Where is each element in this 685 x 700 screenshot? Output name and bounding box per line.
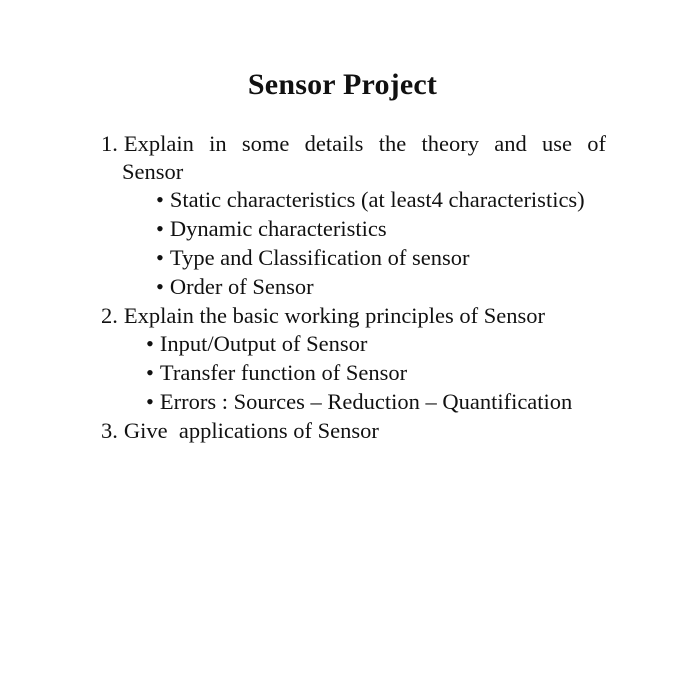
list-item-2-text: Explain the basic working principles of Sensor <box>123 303 546 328</box>
list-item-1-continuation: Sensor <box>122 159 184 184</box>
list-item-2-bullet-3 <box>146 388 572 416</box>
list-item-3 <box>101 417 379 445</box>
bullet-icon: • <box>156 216 164 241</box>
bullet-text: Transfer function of Sensor <box>159 360 408 385</box>
bullet-text: Type and Classification of sensor <box>169 245 470 270</box>
list-item-1-number: 1. <box>101 131 118 156</box>
bullet-icon: • <box>156 274 164 299</box>
list-item-3-number: 3. <box>101 418 118 443</box>
list-item-2-number: 2. <box>101 303 118 328</box>
bullet-text: Dynamic characteristics <box>169 216 387 241</box>
list-item-3-text: Give applications of Sensor <box>123 418 379 443</box>
bullet-icon: • <box>146 389 154 414</box>
bullet-text: Order of Sensor <box>169 274 314 299</box>
bullet-text: Input/Output of Sensor <box>159 331 368 356</box>
bullet-icon: • <box>156 187 164 212</box>
bullet-icon: • <box>146 360 154 385</box>
bullet-text: Static characteristics (at least4 characteristics) <box>169 187 585 212</box>
list-item-2-bullet-1 <box>146 330 367 358</box>
document-title: Sensor Project <box>247 68 438 101</box>
list-item-1-bullet-2 <box>156 215 387 243</box>
bullet-text: Errors : Sources – Reduction – Quantification <box>159 389 573 414</box>
list-item-2 <box>101 302 545 330</box>
list-item-1-bullet-3 <box>156 244 470 272</box>
list-item-1-bullet-4 <box>156 273 314 301</box>
list-item-1 <box>101 130 606 158</box>
bullet-icon: • <box>146 331 154 356</box>
bullet-icon: • <box>156 245 164 270</box>
list-item-2-bullet-2 <box>146 359 407 387</box>
list-item-1-text: Explain in some details the theory and use of <box>123 131 606 156</box>
list-item-1-bullet-1 <box>156 186 585 214</box>
